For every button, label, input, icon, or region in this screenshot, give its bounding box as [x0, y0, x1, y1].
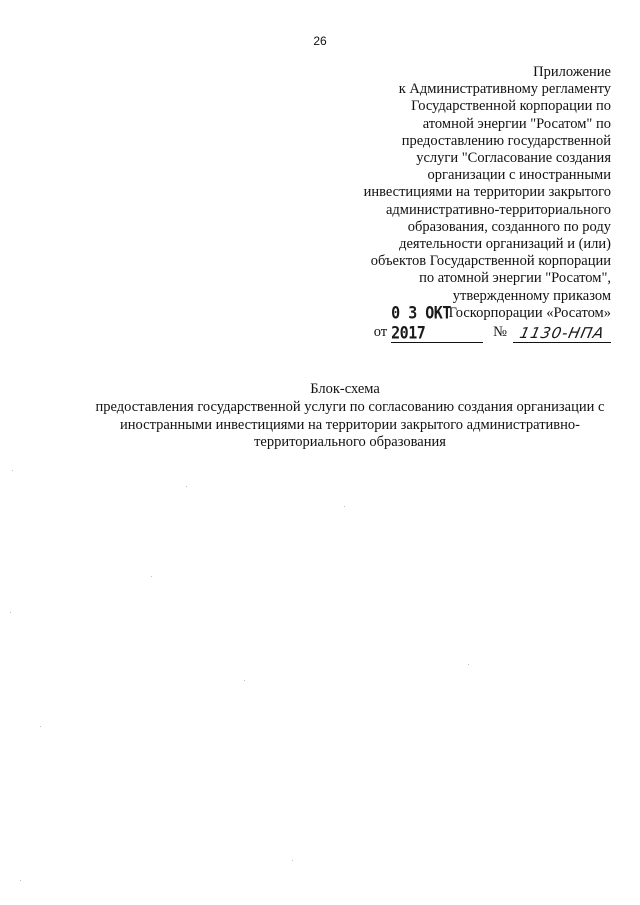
handwritten-number: 1130-НПА: [517, 324, 607, 342]
appendix-line: к Административному регламенту: [398, 81, 611, 98]
date-stamp: 0 3 ОКТ 2017: [391, 303, 451, 343]
from-label: от: [373, 324, 388, 340]
appendix-line: организации с иностранными: [427, 167, 611, 184]
scan-speck: [12, 470, 13, 471]
date-field: [391, 303, 483, 343]
scan-speck: [151, 576, 152, 577]
subtitle-line: территориального образования: [254, 434, 446, 450]
appendix-line: услуги "Согласование создания: [416, 150, 611, 167]
appendix-line: деятельности организаций и (или): [399, 236, 611, 253]
subtitle-line: иностранными инвестициями на территории закрытого административно-: [120, 416, 580, 433]
appendix-line: объектов Государственной корпорации: [370, 253, 611, 270]
appendix-line: Госкорпорации «Росатом»: [448, 304, 611, 321]
page-number: 26: [313, 34, 327, 48]
appendix-line: предоставлению государственной: [401, 132, 611, 149]
scan-speck: [186, 486, 187, 487]
appendix-line: образования, созданного по роду: [407, 218, 611, 235]
block-scheme-subtitle: [40, 399, 640, 452]
scan-speck: [40, 726, 41, 727]
appendix-line: атомной энергии "Росатом" по: [422, 115, 611, 132]
subtitle-line: предоставления государственной услуги по согласованию создания организации с: [95, 399, 605, 415]
appendix-line: утвержденному приказом: [452, 287, 611, 304]
appendix-header: [271, 64, 611, 322]
scan-speck: [244, 680, 245, 681]
appendix-line: инвестициями на территории закрытого: [363, 184, 611, 201]
scan-speck: [20, 880, 21, 881]
scan-speck: [292, 860, 293, 861]
appendix-line: Государственной корпорации по: [411, 98, 611, 115]
appendix-line: Приложение: [533, 64, 611, 80]
scan-speck: [10, 612, 11, 613]
scan-speck: [344, 506, 345, 507]
block-scheme-title: Блок-схема: [310, 381, 380, 397]
number-label: №: [493, 324, 507, 340]
number-field: [513, 320, 611, 343]
scan-speck: [468, 664, 469, 665]
appendix-line: по атомной энергии "Росатом",: [419, 270, 611, 287]
appendix-line: административно-территориального: [385, 201, 611, 218]
